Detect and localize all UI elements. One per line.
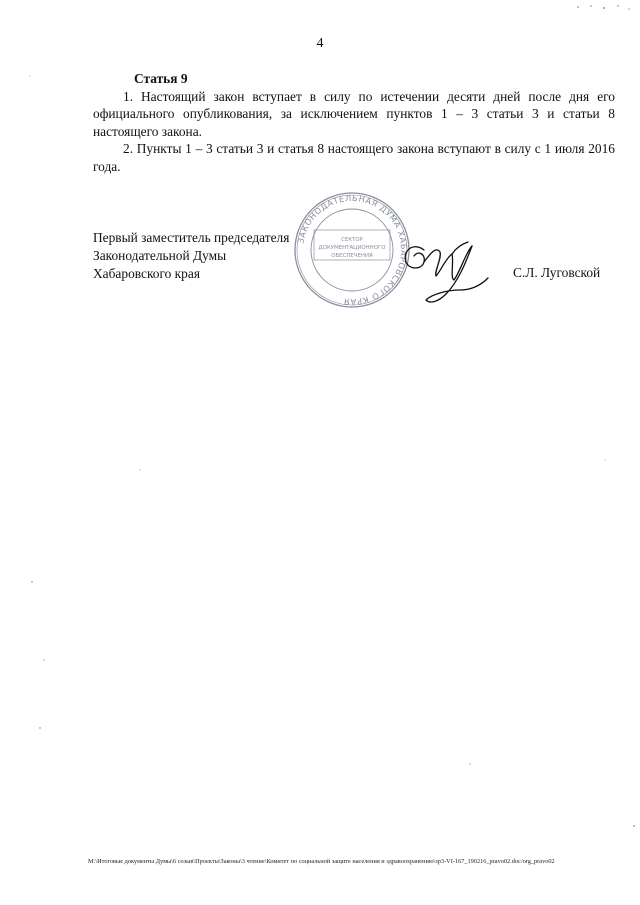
handwritten-signature [396,232,494,308]
position-line-3: Хабаровского края [93,266,200,281]
article-title: Статья 9 [134,71,188,86]
official-stamp [292,190,412,310]
svg-text:СЕКТОР: СЕКТОР [341,237,363,243]
position-line-1: Первый заместитель председателя [93,230,290,245]
signatory-position [93,229,289,283]
page-number: 4 [316,36,324,51]
article-9 [93,70,615,175]
document-file-path: M:\Итоговые документы Думы\6 созыв\Проекты\Законы\3 чтение\Комитет по социальной защите населения и здравоохранению\зр3-VI-167_190216_pravo02.doc/org_pravo02 [88,858,555,865]
svg-text:ЗАКОНОДАТЕЛЬНАЯ ДУМА ХАБАРОВСК: ЗАКОНОДАТЕЛЬНАЯ ДУМА ХАБАРОВСКОГО КРАЯ [295,192,410,308]
signatory-name: С.Л. Луговской [513,265,601,280]
svg-text:ОБЕСПЕЧЕНИЯ: ОБЕСПЕЧЕНИЯ [331,253,373,259]
position-line-2: Законодательной Думы [93,248,227,263]
article-paragraph-1: 1. Настоящий закон вступает в силу по истечении десяти дней после дня его официального опубликования, за исключением пунктов 1 – 3 статьи 3 и статьи 8 настоящего закона. [93,88,615,139]
article-paragraph-2: 2. Пункты 1 – 3 статьи 3 и статья 8 настоящего закона вступают в силу с 1 июля 2016 года. [93,141,615,174]
svg-text:ДОКУМЕНТАЦИОННОГО: ДОКУМЕНТАЦИОННОГО [318,245,386,251]
